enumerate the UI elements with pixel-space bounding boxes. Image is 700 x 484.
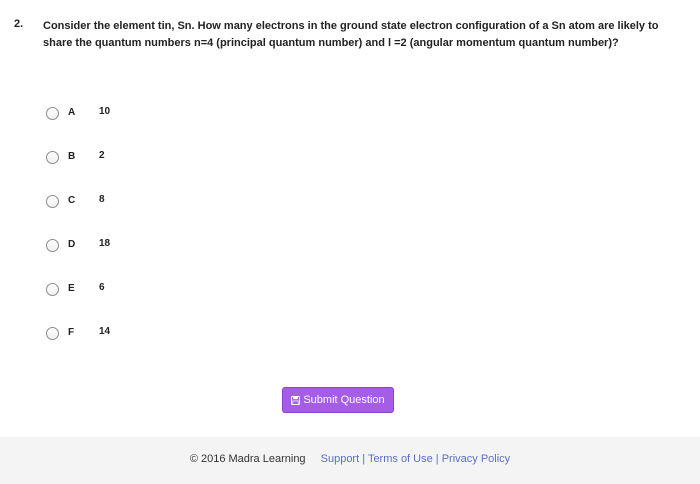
- choice-a[interactable]: [46, 106, 246, 122]
- choice-c[interactable]: [46, 194, 246, 210]
- radio-button-d[interactable]: [46, 239, 59, 252]
- question-text: Consider the element tin, Sn. How many electrons in the ground state electron configuration of a Sn atom are likely to share the quantum numbers n=4 (principal quantum number) and l =2 (angular momentum quantum number)?: [43, 20, 659, 49]
- choice-letter: B: [68, 151, 76, 162]
- choice-b[interactable]: [46, 150, 246, 166]
- support-link[interactable]: Support: [320, 453, 360, 465]
- footer-content: [0, 453, 700, 465]
- radio-button-b[interactable]: [46, 151, 59, 164]
- choice-letter: E: [68, 283, 75, 294]
- submit-question-button[interactable]: [282, 387, 394, 413]
- choice-letter: D: [68, 239, 76, 250]
- radio-button-c[interactable]: [46, 195, 59, 208]
- link-separator: |: [435, 453, 439, 465]
- question-number: 2.: [14, 18, 24, 30]
- choice-letter: C: [68, 195, 76, 206]
- radio-button-a[interactable]: [46, 107, 59, 120]
- choice-value: 2: [99, 150, 105, 161]
- choice-f[interactable]: [46, 326, 246, 342]
- submit-button-label: Submit Question: [303, 394, 385, 406]
- choice-d[interactable]: [46, 238, 246, 254]
- footer: [0, 437, 700, 484]
- save-icon: [291, 396, 300, 405]
- radio-button-f[interactable]: [46, 327, 59, 340]
- choice-e[interactable]: [46, 282, 246, 298]
- link-separator: |: [362, 453, 366, 465]
- privacy-policy-link[interactable]: Privacy Policy: [441, 453, 511, 465]
- copyright-text: © 2016 Madra Learning: [189, 453, 306, 465]
- terms-of-use-link[interactable]: Terms of Use: [367, 453, 433, 465]
- choice-letter: A: [68, 107, 76, 118]
- choice-value: 8: [99, 194, 105, 205]
- choice-value: 18: [99, 238, 111, 249]
- choice-value: 14: [99, 326, 111, 337]
- choice-letter: F: [68, 327, 75, 338]
- radio-button-e[interactable]: [46, 283, 59, 296]
- choice-value: 10: [99, 106, 111, 117]
- choice-value: 6: [99, 282, 105, 293]
